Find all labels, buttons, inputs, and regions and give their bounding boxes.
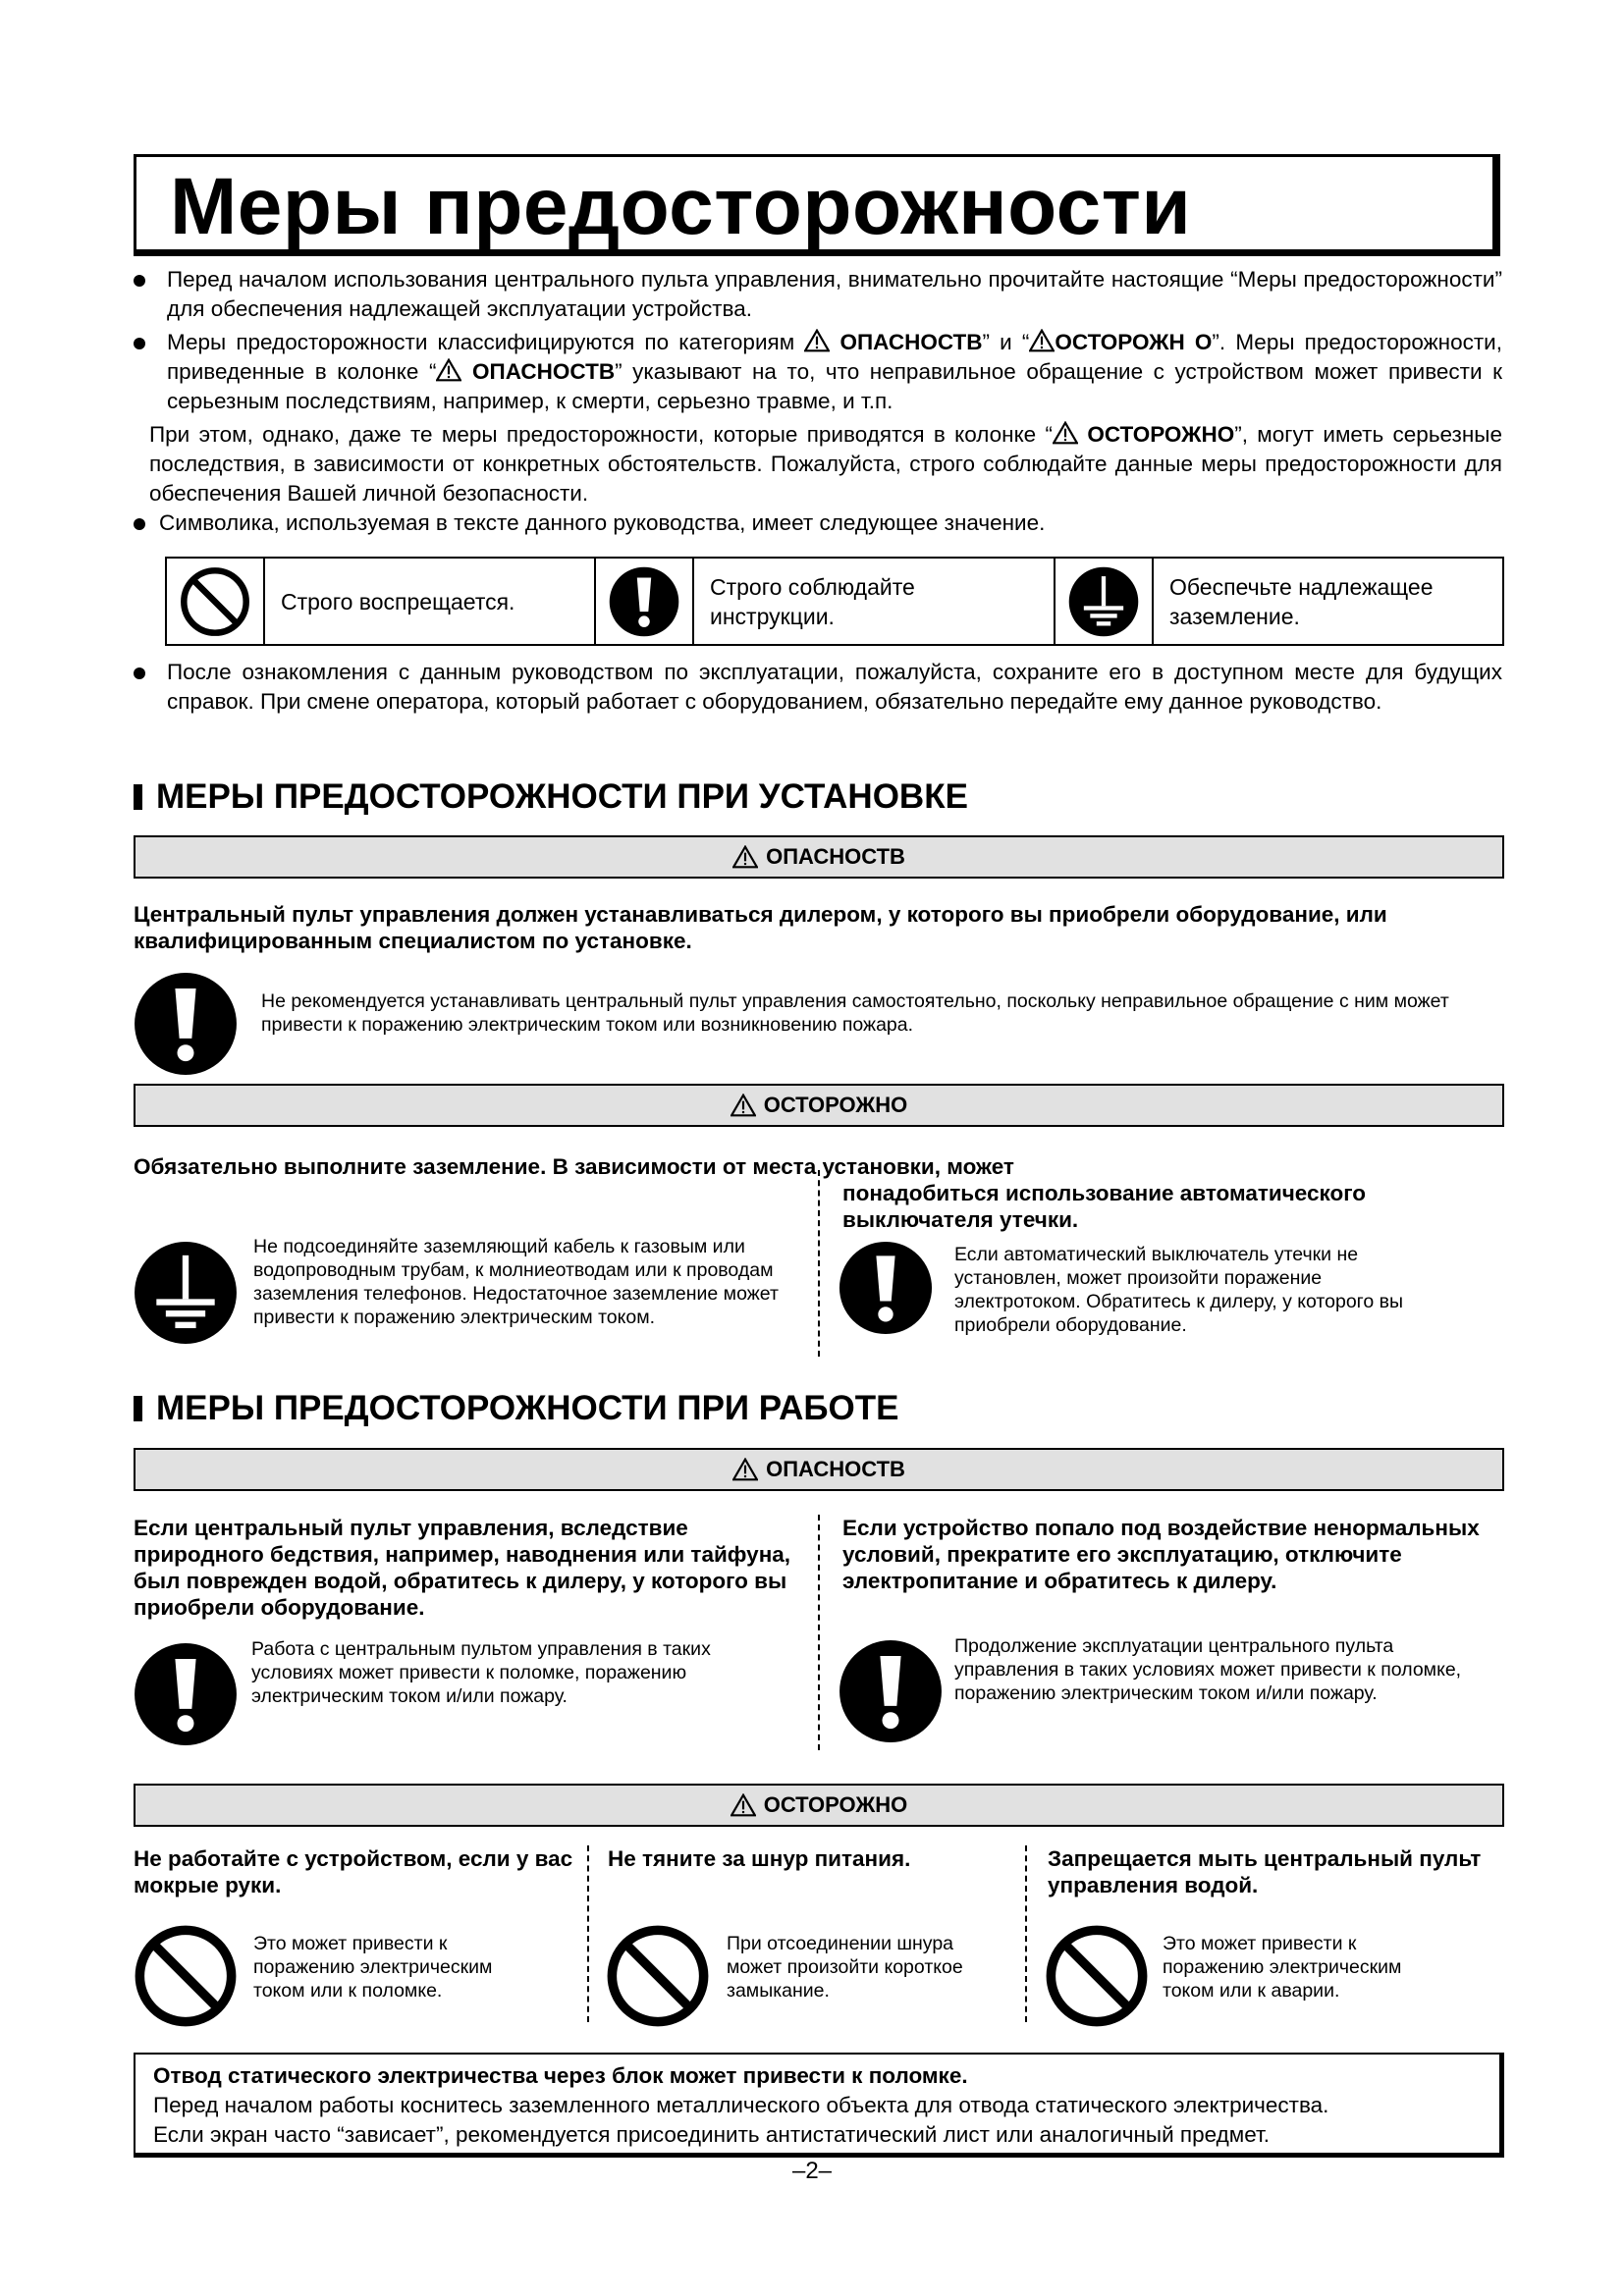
install-caution-right-text: Если автоматический выключатель утечки не установлен, может произойти поражение электротоком. Обратитесь к дилеру, у которого вы приобрели оборудование. xyxy=(954,1244,1403,1336)
section-heading-operation xyxy=(134,1389,898,1428)
warning-icon xyxy=(1029,329,1055,352)
install-caution-left-text: Не подсоединяйте заземляющий кабель к газовым или водопроводным трубам, к молниеотводам или к проводам заземления телефонов. Недостаточное заземление может привести к поражению электрическим током. xyxy=(253,1236,779,1328)
banner-label: ОПАСНОСТВ xyxy=(766,844,905,869)
operation-caution-1-text: Это может привести к поражению электрическим током или к поломке. xyxy=(253,1933,493,2002)
warning-icon xyxy=(732,845,758,869)
caution-banner xyxy=(134,1784,1504,1827)
intro-bullet-4: После ознакомления с данным руководством по эксплуатации, пожалуйста, сохраните его в доступном месте для будущих справок. При смене оператора, который работает с оборудованием, обязательно передайте ему данное руководство. xyxy=(167,660,1502,714)
column-divider xyxy=(818,1515,820,1750)
warning-icon xyxy=(1053,421,1078,445)
banner-label: ОСТОРОЖНО xyxy=(763,1792,908,1817)
intro-paragraph xyxy=(149,420,1502,508)
bullet xyxy=(134,275,145,287)
static-notice-line-1: Перед началом работы коснитесь заземленного металлического объекта для отвода статического электричества. xyxy=(153,2093,1329,2117)
symbol-table xyxy=(165,557,1504,646)
caution-label: ОСТОРОЖН О xyxy=(1055,330,1213,354)
banner-label: ОСТОРОЖНО xyxy=(763,1093,908,1117)
intro-text: ” и “ xyxy=(982,330,1030,354)
intro-text: ”. Меры предосторожности, приведенные в колонке “ xyxy=(167,330,1502,384)
column-divider xyxy=(1025,1845,1027,2022)
intro-bullet-2 xyxy=(167,328,1502,416)
warning-icon xyxy=(436,358,461,382)
operation-danger-left-heading: Если центральный пульт управления, вследствие природного бедствия, например, наводнения или тайфуна, был поврежден водой, обратитесь к дилеру, у которого вы приобрели оборудование. xyxy=(134,1516,791,1620)
prohibited-icon xyxy=(180,566,250,637)
operation-caution-3-heading: Запрещается мыть центральный пульт управления водой. xyxy=(1048,1846,1482,1897)
mandatory-icon xyxy=(839,1639,943,1743)
mandatory-icon xyxy=(839,1241,933,1335)
intro-bullet-3: Символика, используемая в тексте данного руководства, имеет следующее значение. xyxy=(159,510,1046,535)
operation-caution-1-heading: Не работайте с устройством, если у вас мокрые руки. xyxy=(134,1846,573,1897)
warning-icon xyxy=(804,329,830,352)
caution-banner xyxy=(134,1084,1504,1127)
operation-caution-2-text: При отсоединении шнура может произойти короткое замыкание. xyxy=(727,1933,963,2002)
intro-text: При этом, однако, даже те меры предосторожности, которые приводятся в колонке “ xyxy=(149,422,1053,447)
install-danger-heading: Центральный пульт управления должен устанавливаться дилером, у которого вы приобрели оборудование, или квалифицированным специалистом по установке. xyxy=(134,902,1387,953)
ground-icon xyxy=(1068,566,1139,637)
mandatory-icon xyxy=(609,566,679,637)
static-notice-line-2: Если экран часто “зависает”, рекомендуется присоединить антистатический лист или аналогичный предмет. xyxy=(153,2122,1271,2147)
page-title: Меры предосторожности xyxy=(170,162,1192,251)
warning-icon xyxy=(732,1458,758,1481)
page-number: –2– xyxy=(791,2158,833,2184)
heading-text: МЕРЫ ПРЕДОСТОРОЖНОСТИ ПРИ РАБОТЕ xyxy=(156,1389,899,1427)
install-caution-heading-left: Обязательно выполните заземление. В зависимости от места установки, может xyxy=(134,1154,1014,1179)
heading-text: МЕРЫ ПРЕДОСТОРОЖНОСТИ ПРИ УСТАНОВКЕ xyxy=(156,777,968,816)
install-caution-heading-right: понадобиться использование автоматического выключателя утечки. xyxy=(842,1181,1367,1232)
caution-label: ОСТОРОЖНО xyxy=(1087,422,1235,447)
column-divider xyxy=(587,1845,589,2022)
prohibited-icon xyxy=(1045,1924,1149,2028)
bullet xyxy=(134,338,145,349)
banner-label: ОПАСНОСТВ xyxy=(766,1457,905,1481)
danger-label: ОПАСНОСТВ xyxy=(839,330,983,354)
symbol-cell xyxy=(167,559,265,644)
operation-caution-3-text: Это может привести к поражению электрическим током или к аварии. xyxy=(1163,1933,1402,2002)
mandatory-icon xyxy=(134,972,238,1076)
static-notice-box xyxy=(134,2053,1504,2158)
symbol-text: Строго воспрещается. xyxy=(265,559,596,644)
mandatory-icon xyxy=(134,1642,238,1746)
warning-icon xyxy=(731,1793,756,1817)
static-notice-heading: Отвод статического электричества через блок может привести к поломке. xyxy=(153,2063,968,2088)
danger-banner xyxy=(134,835,1504,879)
intro-bullet-1: Перед началом использования центрального пульта управления, внимательно прочитайте настоящие “Меры предосторожности” для обеспечения надлежащей эксплуатации устройства. xyxy=(167,267,1502,321)
operation-caution-2-heading: Не тяните за шнур питания. xyxy=(608,1846,911,1871)
symbol-cell xyxy=(596,559,694,644)
ground-icon xyxy=(134,1241,238,1345)
symbol-text: Обеспечьте надлежащее заземление. xyxy=(1169,573,1434,629)
bullet xyxy=(134,667,145,679)
symbol-cell xyxy=(1056,559,1154,644)
operation-danger-left-text: Работа с центральным пультом управления в таких условиях может привести к поломке, поражению электрическим током и/или пожару. xyxy=(251,1638,711,1707)
operation-danger-right-text: Продолжение эксплуатации центрального пульта управления в таких условиях может привести к поломке, поражению электрическим током и/или пожару. xyxy=(954,1635,1462,1704)
install-danger-text: Не рекомендуется устанавливать центральный пульт управления самостоятельно, поскольку неправильное обращение с ним может привести к поражению электрическим током или возникновению пожара. xyxy=(261,990,1449,1036)
prohibited-icon xyxy=(606,1924,710,2028)
danger-banner xyxy=(134,1448,1504,1491)
section-heading-install xyxy=(134,777,968,817)
symbol-text: Строго соблюдайте инструкции. xyxy=(694,559,1056,644)
column-divider xyxy=(818,1170,820,1357)
bullet xyxy=(134,518,145,530)
prohibited-icon xyxy=(134,1924,238,2028)
intro-text: Меры предосторожности классифицируются по категориям xyxy=(167,330,795,354)
danger-label: ОПАСНОСТВ xyxy=(472,359,616,384)
intro-text: ”, могут иметь серьезные последствия, в зависимости от конкретных обстоятельств. Пожалуйста, строго соблюдайте данные меры предосторожности для обеспечения Вашей личной безопасности. xyxy=(149,422,1502,506)
operation-danger-right-heading: Если устройство попало под воздействие ненормальных условий, прекратите его эксплуатацию, отключите электропитание и обратитесь к дилеру. xyxy=(842,1516,1480,1593)
title-box xyxy=(134,154,1500,256)
intro-text: ” указывают на то, что неправильное обращение с устройством может привести к серьезным последствиям, например, к смерти, серьезно травме, и т.п. xyxy=(167,359,1502,413)
warning-icon xyxy=(731,1094,756,1117)
